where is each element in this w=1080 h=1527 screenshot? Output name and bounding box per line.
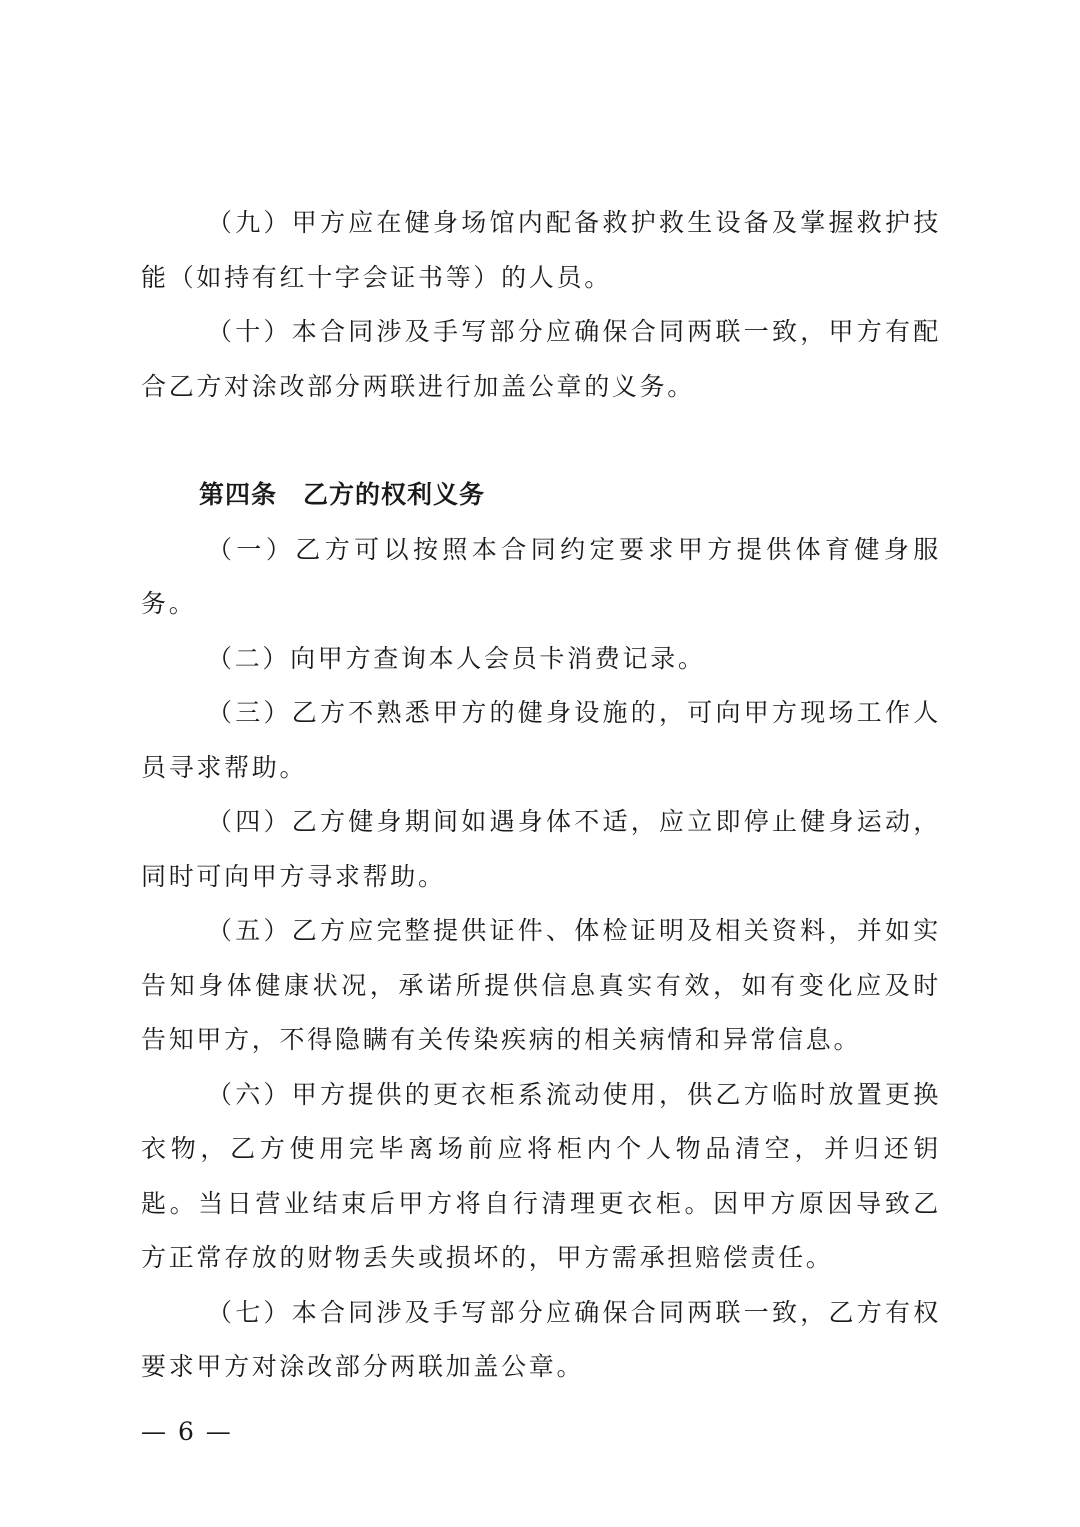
article-4-clause-1: （一）乙方可以按照本合同约定要求甲方提供体育健身服务。 <box>141 534 941 618</box>
article-4-title: 乙方的权利义务 <box>303 480 486 509</box>
article-4-heading <box>141 468 941 523</box>
article-4-clause-6: （六）甲方提供的更衣柜系流动使用，供乙方临时放置更换衣物，乙方使用完毕离场前应将柜内个人物品清空，并归还钥匙。当日营业结束后甲方将自行清理更衣柜。因甲方原因导致乙方正常存放的财物丢失或损坏的，甲方需承担赔偿责任。 <box>141 1079 941 1272</box>
section-spacer <box>141 414 941 468</box>
document-body <box>141 196 941 1395</box>
article-4-clause-4: （四）乙方健身期间如遇身体不适，应立即停止健身运动，同时可向甲方寻求帮助。 <box>141 807 941 891</box>
article-4-clause-3: （三）乙方不熟悉甲方的健身设施的，可向甲方现场工作人员寻求帮助。 <box>141 698 941 782</box>
article-4-clause-2: （二）向甲方查询本人会员卡消费记录。 <box>207 643 706 673</box>
page-number: — 6 — <box>141 1417 233 1446</box>
article-4-number: 第四条 <box>199 480 278 509</box>
article-4-clause-5: （五）乙方应完整提供证件、体检证明及相关资料，并如实告知身体健康状况，承诺所提供信息真实有效，如有变化应及时告知甲方，不得隐瞒有关传染疾病的相关病情和异常信息。 <box>141 916 941 1054</box>
clause-9: （九）甲方应在健身场馆内配备救护救生设备及掌握救护技能（如持有红十字会证书等）的人员。 <box>141 208 941 292</box>
clause-10: （十）本合同涉及手写部分应确保合同两联一致，甲方有配合乙方对涂改部分两联进行加盖公章的义务。 <box>141 317 941 401</box>
article-4-clause-7: （七）本合同涉及手写部分应确保合同两联一致，乙方有权要求甲方对涂改部分两联加盖公章。 <box>141 1297 941 1381</box>
